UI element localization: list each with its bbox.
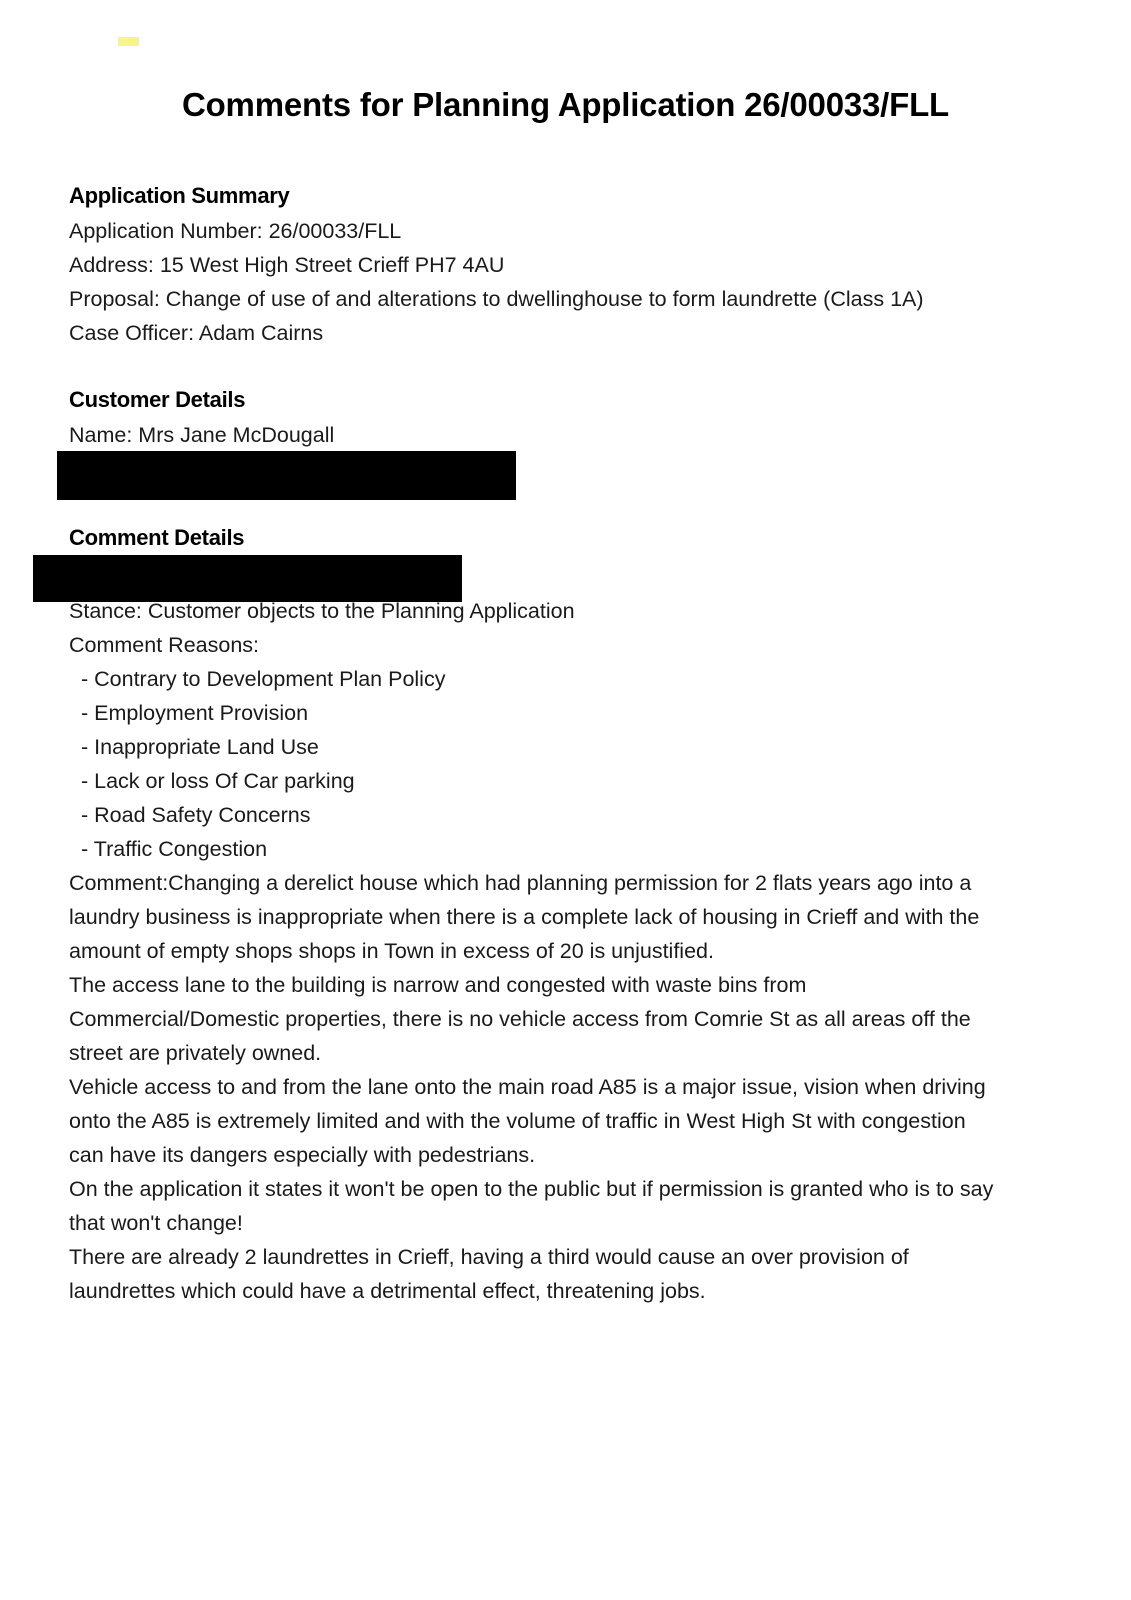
comment-reason: - Contrary to Development Plan Policy [81, 667, 446, 691]
address: Address: 15 West High Street Crieff PH7 4AU [69, 253, 505, 277]
comment-reason: - Employment Provision [81, 701, 309, 725]
comment-line: On the application it states it won't be open to the public but if permission is granted who is to say [69, 1177, 994, 1201]
comment-reasons-label: Comment Reasons: [69, 633, 259, 657]
application-summary-heading: Application Summary [69, 183, 290, 208]
comment-line: laundrettes which could have a detrimental effect, threatening jobs. [69, 1279, 706, 1303]
highlight-mark [118, 37, 139, 46]
comment-line: Commercial/Domestic properties, there is no vehicle access from Comrie St as all areas off the [69, 1007, 971, 1031]
comment-reason: - Lack or loss Of Car parking [81, 769, 355, 793]
comment-reason: - Traffic Congestion [81, 837, 268, 861]
application-number: Application Number: 26/00033/FLL [69, 219, 402, 243]
customer-name: Name: Mrs Jane McDougall [69, 423, 335, 447]
comment-reason: - Road Safety Concerns [81, 803, 311, 827]
comment-details-heading: Comment Details [69, 525, 245, 550]
comment-line: Comment:Changing a derelict house which had planning permission for 2 flats years ago into a [69, 871, 972, 895]
comment-line: that won't change! [69, 1211, 243, 1235]
comment-line: street are privately owned. [69, 1041, 322, 1065]
stance: Stance: Customer objects to the Planning Application [69, 599, 575, 623]
customer-details-heading: Customer Details [69, 387, 246, 412]
comment-line: can have its dangers especially with pedestrians. [69, 1143, 536, 1167]
comment-line: laundry business is inappropriate when there is a complete lack of housing in Crieff and with the [69, 905, 980, 929]
redaction-block [57, 451, 516, 500]
comment-line: onto the A85 is extremely limited and with the volume of traffic in West High St with congestion [69, 1109, 966, 1133]
page-title: Comments for Planning Application 26/00033/FLL [181, 86, 950, 123]
comment-line: There are already 2 laundrettes in Crieff, having a third would cause an over provision of [69, 1245, 909, 1269]
comment-reason: - Inappropriate Land Use [81, 735, 319, 759]
comment-line: The access lane to the building is narrow and congested with waste bins from [69, 973, 807, 997]
proposal: Proposal: Change of use of and alterations to dwellinghouse to form laundrette (Class 1A) [69, 287, 924, 311]
case-officer: Case Officer: Adam Cairns [69, 321, 324, 345]
comment-line: Vehicle access to and from the lane onto the main road A85 is a major issue, vision when driving [69, 1075, 986, 1099]
comment-line: amount of empty shops shops in Town in excess of 20 is unjustified. [69, 939, 714, 963]
